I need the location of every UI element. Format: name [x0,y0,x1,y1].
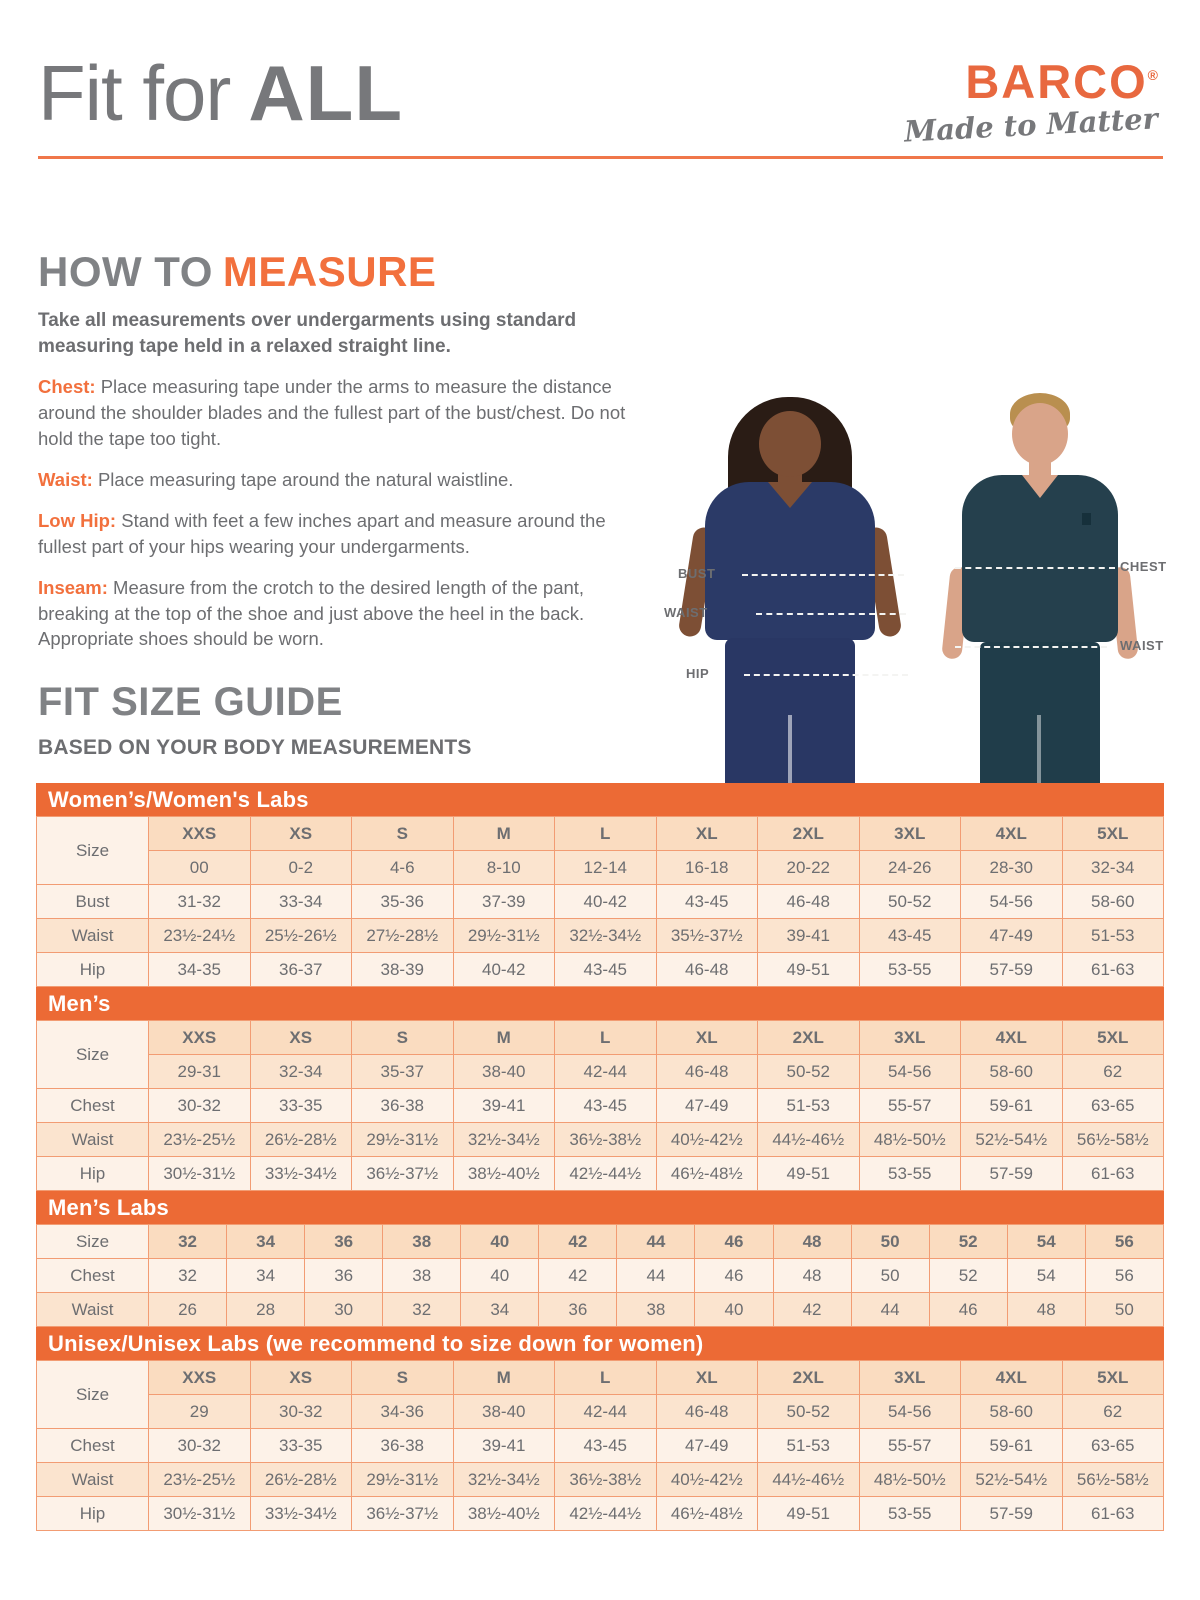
size-header-row [37,1361,1164,1395]
measurement-row [37,1429,1164,1463]
measure-item: Inseam: Measure from the crotch to the desired length of the pant, breaking at the top of the shoe and just above the heel in the back. Appropriate shoes should be worn. [38,576,585,650]
measurement-cell: 57-59 [961,1157,1063,1191]
measurement-cell: 33-35 [250,1429,352,1463]
measurement-row [37,1463,1164,1497]
measurement-cell: 44 [617,1259,695,1293]
measurement-cell: 48½-50½ [859,1463,961,1497]
size-tables [36,783,1164,1531]
measurement-cell: 40 [461,1259,539,1293]
measurement-cell: 43-45 [859,919,961,953]
size-table [36,1360,1164,1531]
measurement-cell: 35-36 [352,885,454,919]
size-table [36,1020,1164,1191]
measurement-cell: 27½-28½ [352,919,454,953]
measurement-cell: 52 [929,1259,1007,1293]
measurement-cell: 51-53 [1062,919,1164,953]
measurement-cell: 61-63 [1062,953,1164,987]
measurement-row-label: Waist [37,1123,149,1157]
size-range-cell: 8-10 [453,851,555,885]
measure-instructions [38,308,628,667]
measurement-cell: 36 [305,1259,383,1293]
measurement-cell: 30½-31½ [149,1497,251,1531]
measurement-row-label: Chest [37,1429,149,1463]
size-cell: 36 [305,1225,383,1259]
measurement-cell: 46 [695,1259,773,1293]
measurement-cell: 57-59 [961,953,1063,987]
size-table-section [36,783,1164,987]
measurement-cell: 28 [227,1293,305,1327]
brand-name: BARCO [965,55,1148,108]
measurement-cell: 35½-37½ [656,919,758,953]
brand-name-row [904,55,1158,108]
size-cell: 52 [929,1225,1007,1259]
measurement-cell: 47-49 [656,1429,758,1463]
size-cell: XS [250,1021,352,1055]
size-cell: 3XL [859,1361,961,1395]
measurement-cell: 38½-40½ [453,1157,555,1191]
measurement-cell: 56½-58½ [1062,1463,1164,1497]
size-range-cell: 34-36 [352,1395,454,1429]
bust-measure-line [742,574,904,576]
size-table-section [36,987,1164,1191]
measure-item: Chest: Place measuring tape under the arms to measure the distance around the shoulder blades and the fullest part of the bust/chest. Do not hold the tape too tight. [38,376,626,450]
measurement-cell: 46½-48½ [656,1157,758,1191]
size-cell: 38 [383,1225,461,1259]
size-cell: L [555,1361,657,1395]
measure-item: Waist: Place measuring tape around the natural waistline. [38,468,514,490]
measurement-cell: 55-57 [859,1429,961,1463]
measurement-cell: 36½-38½ [555,1463,657,1497]
measurement-cell: 40-42 [453,953,555,987]
measurement-cell: 32 [383,1293,461,1327]
measurement-cell: 29½-31½ [352,1463,454,1497]
measurement-row [37,1259,1164,1293]
size-cell: 2XL [758,1361,860,1395]
measurement-cell: 23½-25½ [149,1463,251,1497]
measurement-cell: 34-35 [149,953,251,987]
size-row-label: Size [37,1361,149,1429]
measurement-cell: 46-48 [758,885,860,919]
measure-item-label: Waist: [38,468,93,490]
measurement-cell: 54-56 [961,885,1063,919]
measurement-cell: 32 [149,1259,227,1293]
woman-leg-divider [788,715,792,783]
measurement-cell: 47-49 [961,919,1063,953]
measurement-cell: 26½-28½ [250,1463,352,1497]
measurement-cell: 30-32 [149,1089,251,1123]
size-cell: M [453,817,555,851]
size-range-cell: 46-48 [656,1055,758,1089]
measurement-cell: 33-34 [250,885,352,919]
measurement-row-label: Chest [37,1089,149,1123]
size-cell: L [555,1021,657,1055]
size-range-cell: 50-52 [758,1395,860,1429]
size-row-label: Size [37,1021,149,1089]
size-range-cell: 24-26 [859,851,961,885]
measurement-cell: 29½-31½ [453,919,555,953]
size-cell: 44 [617,1225,695,1259]
measurement-cell: 53-55 [859,953,961,987]
size-cell: 40 [461,1225,539,1259]
measurement-cell: 49-51 [758,1497,860,1531]
waist-label-right: WAIST [1120,638,1164,653]
measurement-cell: 55-57 [859,1089,961,1123]
size-range-cell: 42-44 [555,1395,657,1429]
bust-label: BUST [678,566,716,581]
measurement-cell: 36-38 [352,1089,454,1123]
measurement-row-label: Hip [37,1157,149,1191]
measurement-cell: 36½-37½ [352,1497,454,1531]
size-range-cell: 58-60 [961,1395,1063,1429]
size-range-cell: 29-31 [149,1055,251,1089]
size-range-cell: 50-52 [758,1055,860,1089]
models-photo [650,385,1190,783]
measurement-cell: 44½-46½ [758,1123,860,1157]
measurement-cell: 23½-24½ [149,919,251,953]
measure-item-label: Low Hip: [38,509,117,531]
measurement-row [37,1293,1164,1327]
measure-item-label: Inseam: [38,576,108,598]
size-header-row [37,1225,1164,1259]
measurement-row-label: Waist [37,1463,149,1497]
measurement-cell: 54 [1007,1259,1085,1293]
hip-measure-line [744,674,908,676]
measurement-cell: 26½-28½ [250,1123,352,1157]
size-cell: 3XL [859,817,961,851]
measurement-cell: 29½-31½ [352,1123,454,1157]
size-range-cell: 54-56 [859,1055,961,1089]
size-cell: 34 [227,1225,305,1259]
chest-label: CHEST [1120,559,1167,574]
measurement-row [37,885,1164,919]
measurement-cell: 48 [1007,1293,1085,1327]
size-range-cell: 29 [149,1395,251,1429]
size-table-section [36,1327,1164,1531]
size-cell: XS [250,1361,352,1395]
size-header-row [37,1021,1164,1055]
size-range-cell: 58-60 [961,1055,1063,1089]
measurement-cell: 46 [929,1293,1007,1327]
measurement-cell: 40-42 [555,885,657,919]
size-cell: L [555,817,657,851]
measure-item-label: Chest: [38,376,96,398]
size-range-cell: 00 [149,851,251,885]
measurement-cell: 49-51 [758,1157,860,1191]
size-range-row [37,1055,1164,1089]
measurement-cell: 43-45 [555,1089,657,1123]
measurement-cell: 56½-58½ [1062,1123,1164,1157]
measurement-cell: 30-32 [149,1429,251,1463]
measurement-row [37,1123,1164,1157]
measurement-row-label: Waist [37,1293,149,1327]
size-cell: S [352,1021,454,1055]
size-cell: XL [656,817,758,851]
measurement-cell: 46-48 [656,953,758,987]
page-title [38,48,403,139]
measurement-cell: 61-63 [1062,1157,1164,1191]
man-head [1012,403,1068,465]
hip-label: HIP [686,666,710,681]
size-cell: 5XL [1062,1361,1164,1395]
measurement-cell: 38-39 [352,953,454,987]
size-cell: 5XL [1062,1021,1164,1055]
measurement-cell: 23½-25½ [149,1123,251,1157]
size-range-cell: 38-40 [453,1055,555,1089]
measurement-cell: 58-60 [1062,885,1164,919]
size-range-cell: 32-34 [250,1055,352,1089]
size-range-cell: 32-34 [1062,851,1164,885]
measurement-cell: 33-35 [250,1089,352,1123]
size-cell: 42 [539,1225,617,1259]
size-cell: 4XL [961,1021,1063,1055]
size-range-row [37,1395,1164,1429]
measurement-cell: 46½-48½ [656,1497,758,1531]
measurement-cell: 47-49 [656,1089,758,1123]
measurement-cell: 52½-54½ [961,1463,1063,1497]
measurement-cell: 36½-37½ [352,1157,454,1191]
size-cell: S [352,817,454,851]
measurement-cell: 43-45 [656,885,758,919]
measurement-cell: 42½-44½ [555,1497,657,1531]
measurement-cell: 30½-31½ [149,1157,251,1191]
size-cell: 3XL [859,1021,961,1055]
size-cell: 32 [149,1225,227,1259]
size-cell: 56 [1085,1225,1163,1259]
size-range-cell: 54-56 [859,1395,961,1429]
measurement-cell: 38 [617,1293,695,1327]
size-range-cell: 42-44 [555,1055,657,1089]
measurement-cell: 48 [773,1259,851,1293]
size-range-cell: 12-14 [555,851,657,885]
size-cell: 48 [773,1225,851,1259]
measurement-cell: 33½-34½ [250,1497,352,1531]
measurement-cell: 59-61 [961,1429,1063,1463]
measurement-row [37,953,1164,987]
size-range-cell: 16-18 [656,851,758,885]
man-vneck [1022,475,1058,498]
size-range-cell: 35-37 [352,1055,454,1089]
measurement-cell: 56 [1085,1259,1163,1293]
size-row-label: Size [37,817,149,885]
measurement-cell: 40½-42½ [656,1123,758,1157]
measurement-cell: 50 [1085,1293,1163,1327]
measurement-row [37,919,1164,953]
measure-items [38,374,628,652]
measurement-cell: 25½-26½ [250,919,352,953]
size-header-row [37,817,1164,851]
measurement-cell: 34 [227,1259,305,1293]
size-range-row [37,851,1164,885]
size-cell: XXS [149,1361,251,1395]
size-cell: 50 [851,1225,929,1259]
heading-part-gray: HOW TO [38,248,213,295]
table-title-band: Men’s [36,987,1164,1020]
measurement-cell: 44½-46½ [758,1463,860,1497]
measurement-cell: 34 [461,1293,539,1327]
waist-measure-line-man [955,646,1107,648]
measurement-row-label: Bust [37,885,149,919]
measurement-cell: 42 [539,1259,617,1293]
measurement-cell: 43-45 [555,1429,657,1463]
size-cell: M [453,1021,555,1055]
measurement-cell: 36 [539,1293,617,1327]
size-cell: 2XL [758,1021,860,1055]
measurement-row [37,1089,1164,1123]
measurement-cell: 40½-42½ [656,1463,758,1497]
size-cell: 46 [695,1225,773,1259]
measurement-cell: 57-59 [961,1497,1063,1531]
measurement-cell: 51-53 [758,1429,860,1463]
measurement-cell: 36-38 [352,1429,454,1463]
size-cell: XXS [149,817,251,851]
chest-measure-line [955,567,1115,569]
fit-size-guide-heading: FIT SIZE GUIDE [38,680,343,724]
measurement-row-label: Hip [37,953,149,987]
measurement-cell: 42½-44½ [555,1157,657,1191]
measurement-cell: 51-53 [758,1089,860,1123]
how-to-measure-heading [38,248,436,296]
size-cell: 5XL [1062,817,1164,851]
table-title-band: Men’s Labs [36,1191,1164,1224]
measurement-cell: 26 [149,1293,227,1327]
size-range-cell: 62 [1062,1395,1164,1429]
size-cell: XXS [149,1021,251,1055]
size-range-cell: 30-32 [250,1395,352,1429]
size-cell: 4XL [961,817,1063,851]
size-range-cell: 38-40 [453,1395,555,1429]
measurement-cell: 63-65 [1062,1429,1164,1463]
measurement-cell: 37-39 [453,885,555,919]
measurement-cell: 31-32 [149,885,251,919]
table-title-band: Women’s/Women's Labs [36,783,1164,816]
measurement-cell: 32½-34½ [453,1123,555,1157]
man-scrub-top [962,475,1118,642]
size-row-label: Size [37,1225,149,1259]
measurement-row-label: Waist [37,919,149,953]
header-divider [38,156,1163,159]
brand-logo [903,55,1159,149]
measurement-row-label: Hip [37,1497,149,1531]
size-table [36,1224,1164,1327]
measurement-cell: 30 [305,1293,383,1327]
size-range-cell: 4-6 [352,851,454,885]
size-table-section [36,1191,1164,1327]
waist-label-left: WAIST [664,605,708,620]
size-cell: S [352,1361,454,1395]
size-range-cell: 28-30 [961,851,1063,885]
measurement-cell: 38 [383,1259,461,1293]
size-cell: M [453,1361,555,1395]
measurement-cell: 50 [851,1259,929,1293]
measurement-row [37,1157,1164,1191]
size-cell: XS [250,817,352,851]
heading-part-orange: MEASURE [222,248,437,295]
measurement-cell: 39-41 [453,1089,555,1123]
size-range-cell: 46-48 [656,1395,758,1429]
registered-trademark-icon: ® [1147,67,1158,83]
measurement-cell: 63-65 [1062,1089,1164,1123]
size-cell: 54 [1007,1225,1085,1259]
table-title-band: Unisex/Unisex Labs (we recommend to size down for women) [36,1327,1164,1360]
measurement-row [37,1497,1164,1531]
page-title-bold: ALL [248,49,403,137]
measurement-cell: 36-37 [250,953,352,987]
measurement-cell: 52½-54½ [961,1123,1063,1157]
measurement-cell: 43-45 [555,953,657,987]
measurement-cell: 33½-34½ [250,1157,352,1191]
measure-intro: Take all measurements over undergarments using standard measuring tape held in a relaxed straight line. [38,310,577,357]
measurement-cell: 42 [773,1293,851,1327]
man-chest-pocket [1082,513,1091,525]
size-cell: 2XL [758,817,860,851]
measurement-cell: 44 [851,1293,929,1327]
measurement-cell: 38½-40½ [453,1497,555,1531]
measure-item: Low Hip: Stand with feet a few inches apart and measure around the fullest part of your hips wearing your undergarments. [38,509,606,557]
size-cell: XL [656,1021,758,1055]
measurement-row-label: Chest [37,1259,149,1293]
measurement-cell: 39-41 [453,1429,555,1463]
woman-vneck [768,482,812,508]
measurement-cell: 50-52 [859,885,961,919]
measurement-cell: 49-51 [758,953,860,987]
measurement-cell: 61-63 [1062,1497,1164,1531]
size-range-cell: 0-2 [250,851,352,885]
measurement-cell: 48½-50½ [859,1123,961,1157]
size-cell: 4XL [961,1361,1063,1395]
measurement-cell: 53-55 [859,1497,961,1531]
measurement-cell: 39-41 [758,919,860,953]
waist-measure-line-woman [756,613,906,615]
size-cell: XL [656,1361,758,1395]
fit-size-guide-subheading: BASED ON YOUR BODY MEASUREMENTS [38,736,472,759]
measurement-cell: 40 [695,1293,773,1327]
measurement-cell: 53-55 [859,1157,961,1191]
woman-head [759,411,821,477]
measurement-cell: 32½-34½ [453,1463,555,1497]
size-range-cell: 62 [1062,1055,1164,1089]
size-table [36,816,1164,987]
size-range-cell: 20-22 [758,851,860,885]
brand-tagline: Made to Matter [903,101,1159,149]
man-leg-divider [1037,715,1041,783]
measurement-cell: 32½-34½ [555,919,657,953]
measurement-cell: 36½-38½ [555,1123,657,1157]
page-title-light: Fit for [38,49,231,137]
measurement-cell: 59-61 [961,1089,1063,1123]
